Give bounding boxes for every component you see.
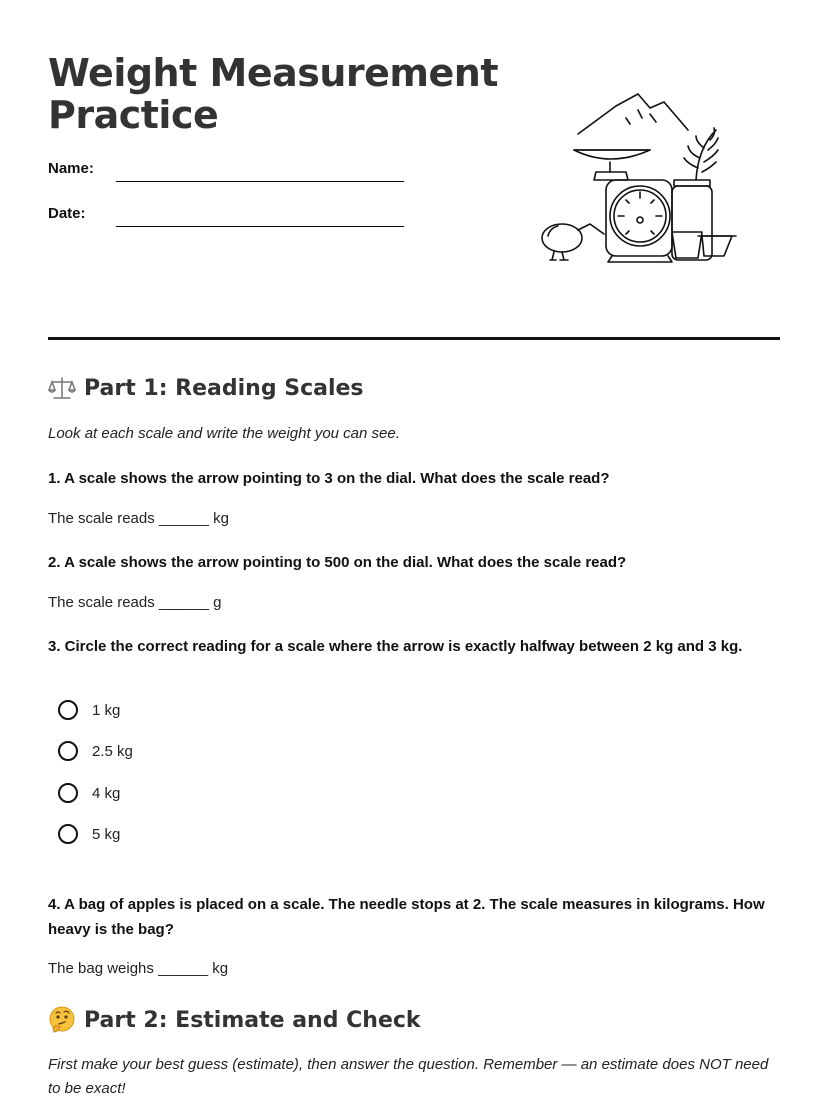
part2-instruction: First make your best guess (estimate), then answer the question. Remember — an estimate does NOT need to be exact! <box>48 1056 769 1097</box>
title-line-2: Practice <box>48 93 219 137</box>
question-3: 3. Circle the correct reading for a scale where the arrow is exactly halfway between 2 kg and 3 kg. <box>48 638 743 655</box>
radio-button[interactable] <box>58 741 78 761</box>
part1-heading <box>48 374 364 402</box>
page-title <box>48 52 498 136</box>
option-label: 1 kg <box>92 701 121 719</box>
question-4: 4. A bag of apples is placed on a scale. The needle stops at 2. The scale measures in kilograms. How heavy is the bag? <box>48 896 765 938</box>
date-label: Date: <box>48 205 86 222</box>
date-field[interactable] <box>116 226 404 227</box>
answer-2[interactable]: The scale reads ______ g <box>48 594 222 611</box>
option-label: 4 kg <box>92 784 121 802</box>
name-field[interactable] <box>116 181 404 182</box>
option-3[interactable] <box>58 783 120 803</box>
option-4[interactable] <box>58 824 120 844</box>
name-label: Name: <box>48 160 94 177</box>
thinking-face-icon <box>48 1006 76 1034</box>
section-divider <box>48 337 780 340</box>
option-label: 5 kg <box>92 825 121 843</box>
option-label: 2.5 kg <box>92 742 133 760</box>
question-1: 1. A scale shows the arrow pointing to 3 on the dial. What does the scale read? <box>48 470 610 487</box>
title-line-1: Weight Measurement <box>48 51 499 95</box>
part1-instruction: Look at each scale and write the weight you can see. <box>48 425 400 442</box>
balance-scale-icon <box>48 374 76 402</box>
radio-button[interactable] <box>58 783 78 803</box>
kitchen-scale-illustration <box>538 88 738 264</box>
answer-1[interactable]: The scale reads ______ kg <box>48 510 229 527</box>
part2-heading-text: Part 2: Estimate and Check <box>84 1007 421 1033</box>
radio-button[interactable] <box>58 700 78 720</box>
question-2: 2. A scale shows the arrow pointing to 500 on the dial. What does the scale read? <box>48 554 627 571</box>
answer-4[interactable]: The bag weighs ______ kg <box>48 960 229 977</box>
part1-heading-text: Part 1: Reading Scales <box>84 375 364 401</box>
option-1[interactable] <box>58 700 120 720</box>
radio-button[interactable] <box>58 824 78 844</box>
part2-heading <box>48 1006 421 1034</box>
option-2[interactable] <box>58 741 133 761</box>
